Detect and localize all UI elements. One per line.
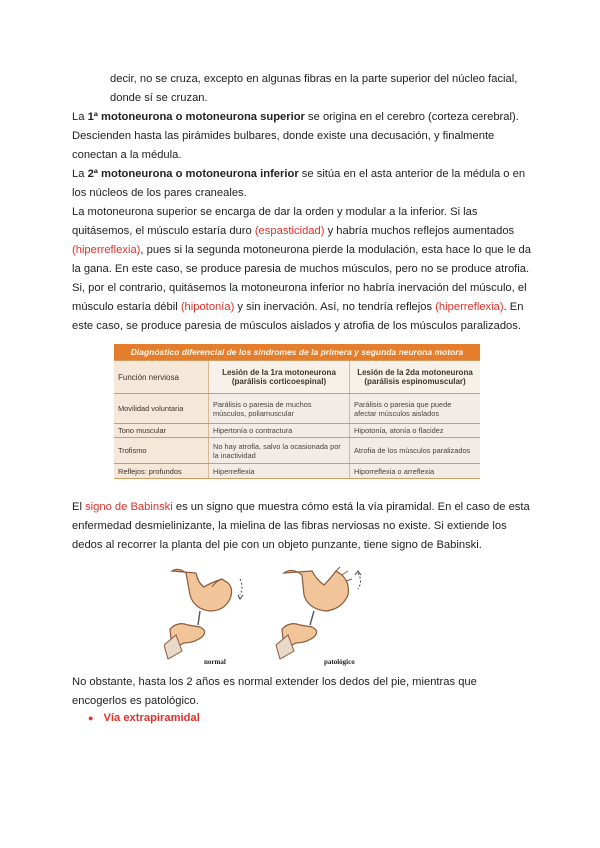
table-cell: Hipertonía o contractura — [209, 424, 350, 438]
table-row — [114, 464, 480, 479]
text-span: La — [72, 168, 88, 180]
table-cell: Hiperreflexia — [209, 464, 350, 479]
text-span: quitásemos, el músculo estaría duro — [72, 225, 255, 237]
text-line: este caso, se produce paresia de músculos aislados y atrofia de los músculos paralizados. — [72, 320, 521, 332]
text-span: . En — [503, 301, 524, 313]
term-hiperreflexia: (hiperreflexia) — [435, 301, 504, 313]
table-cell: Hiporreflexia o arreflexia — [350, 464, 481, 479]
text-line: encogerlos es patológico. — [72, 695, 199, 707]
table-cell: Atrofia de los músculos paralizados — [350, 438, 481, 464]
text-line: La motoneurona superior se encarga de dar la orden y modular a la inferior. Si las — [72, 206, 478, 218]
bullet-label: Vía extrapiramidal — [103, 712, 200, 724]
text-line: conectan a la médula. — [72, 149, 182, 161]
text-line: la gana. En este caso, se produce paresia de muchos músculos, pero no se produce atrofia. — [72, 263, 530, 275]
paragraph-lower-motoneuron — [72, 165, 532, 203]
table-cell: No hay atrofia, salvo la ocasionada por la inactividad — [209, 438, 350, 464]
term-espasticidad: (espasticidad) — [254, 225, 325, 237]
text-span: se origina en el cerebro (corteza cerebral). — [304, 111, 519, 123]
table-cell: Reflejos: profundos — [114, 464, 209, 479]
table-header-cell: Función nerviosa — [114, 361, 209, 394]
table-cell: Tono muscular — [114, 424, 209, 438]
table-cell: Hipotonía, atonía o flacidez — [350, 424, 481, 438]
paragraph-modulation — [72, 203, 532, 336]
bullet-dot-icon: ● — [88, 713, 94, 723]
table-row — [114, 394, 480, 424]
label-normal: normal — [204, 658, 226, 666]
text-span: músculo estaría débil — [72, 301, 181, 313]
text-line: dedos al recorrer la planta del pie con un objeto punzante, tiene signo de Babinski. — [72, 539, 482, 551]
term-hipotonia: (hipotonía) — [180, 301, 235, 313]
paragraph-upper-motoneuron — [72, 108, 532, 165]
term-lower-motoneuron: 2ª motoneurona o motoneurona inferior — [87, 168, 299, 180]
foot-normal-drawing — [164, 569, 243, 666]
table-cell: Movilidad voluntaria — [114, 394, 209, 424]
text-line: donde sí se cruzan. — [110, 92, 208, 104]
label-patologico: patológico — [324, 658, 355, 666]
text-span: y habría muchos reflejos aumentados — [324, 225, 515, 237]
text-span: , pues si la segunda motoneurona pierde la modulación, esta hace lo que le da — [140, 244, 531, 256]
text-span: El — [72, 501, 86, 513]
term-upper-motoneuron: 1ª motoneurona o motoneurona superior — [87, 111, 305, 123]
text-line: Si, por el contrario, quitásemos la motoneurona inferior no habría inervación del músculo, el — [72, 282, 527, 294]
bullet-item — [88, 712, 200, 724]
paragraph-babinski — [72, 498, 532, 555]
table-cell: Parálisis o paresia que puede afectar músculos aislados — [350, 394, 481, 424]
babinski-figure — [164, 565, 370, 669]
babinski-illustration — [164, 565, 370, 669]
paragraph-continuation — [72, 70, 532, 108]
text-line: Descienden hasta las pirámides bulbares, donde existe una decusación, y finalmente — [72, 130, 495, 142]
text-span: se sitúa en el asta anterior de la médula o en — [298, 168, 526, 180]
table-row — [114, 424, 480, 438]
table-header-cell: Lesión de la 2da motoneurona (parálisis espinomuscular) — [350, 361, 481, 394]
text-line: los núcleos de los pares craneales. — [72, 187, 247, 199]
table-header-row — [114, 361, 480, 394]
paragraph-age-note — [72, 673, 532, 711]
text-line: No obstante, hasta los 2 años es normal extender los dedos del pie, mientras que — [72, 676, 477, 688]
foot-pathological-drawing — [276, 567, 361, 666]
table-cell: Trofismo — [114, 438, 209, 464]
table-title: Diagnóstico diferencial de los síndromes de la primera y segunda neurona motora — [114, 344, 480, 361]
text-line: decir, no se cruza, excepto en algunas fibras en la parte superior del núcleo facial, — [110, 73, 518, 85]
term-signo-babinski: signo de Babinski — [85, 501, 173, 513]
diagnosis-table — [114, 344, 480, 479]
term-hiperreflexia: (hiperreflexia) — [72, 244, 141, 256]
table-header-cell: Lesión de la 1ra motoneurona (parálisis corticoespinal) — [209, 361, 350, 394]
text-span: y sin inervación. Así, no tendría reflejos — [234, 301, 436, 313]
table-cell: Parálisis o paresia de muchos músculos, poliamuscular — [209, 394, 350, 424]
text-line: enfermedad desmielinizante, la mielina de las fibras nerviosas no existe. Si extiende los — [72, 520, 507, 532]
table-row — [114, 438, 480, 464]
text-span: La — [72, 111, 88, 123]
text-span: es un signo que muestra cómo está la vía piramidal. En el caso de esta — [172, 501, 530, 513]
